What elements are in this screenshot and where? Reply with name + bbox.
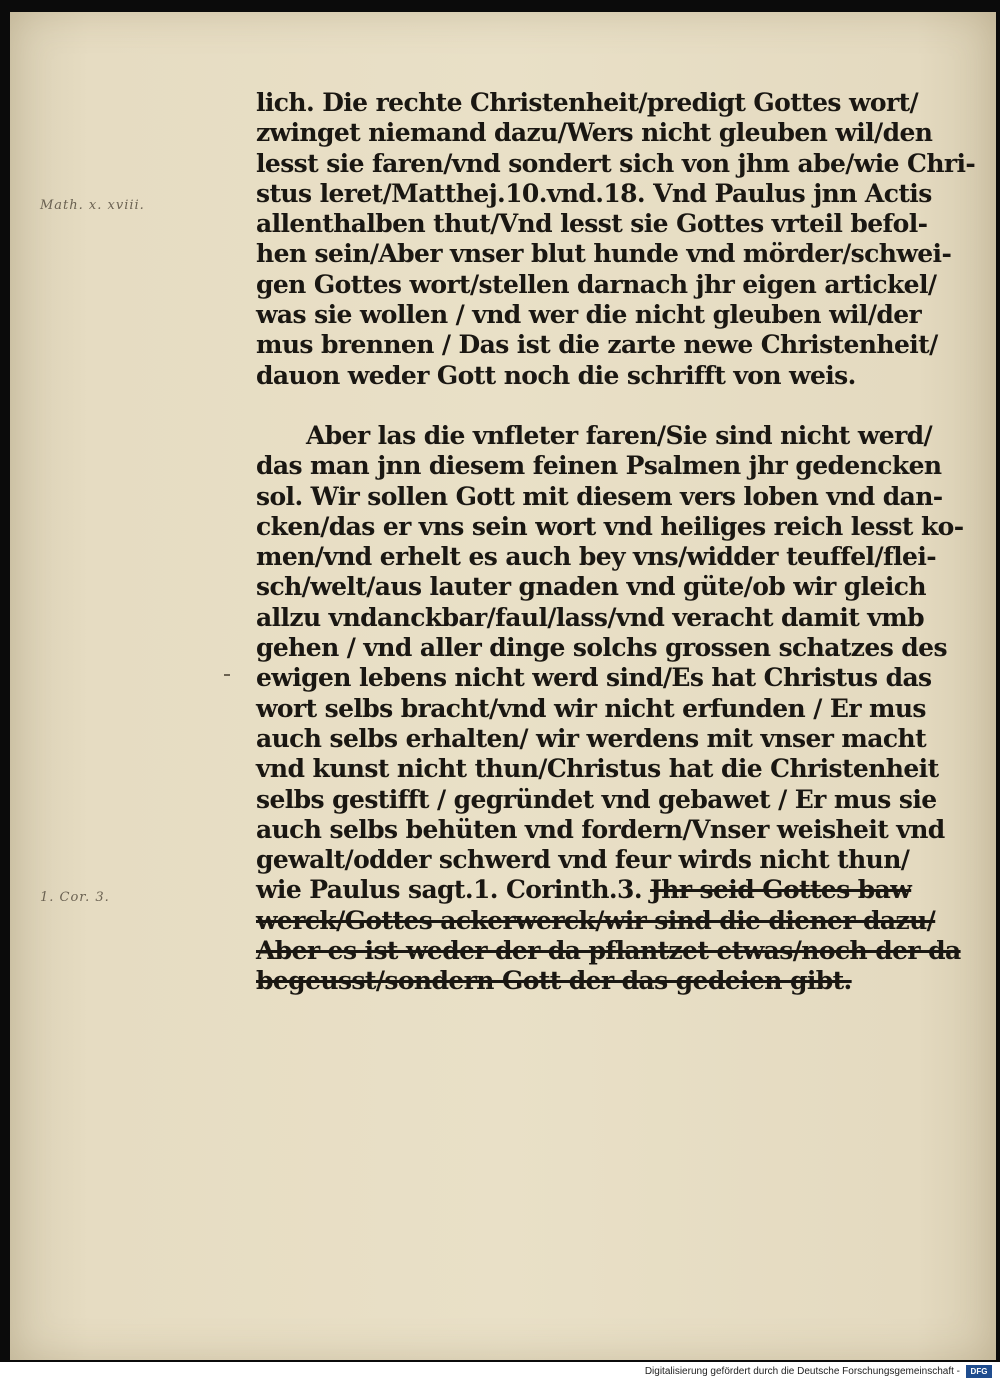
text-line: auch selbs behüten vnd fordern/Vnser weisheit vnd — [256, 814, 945, 844]
text-line: dauon weder Gott noch die schrifft von weis. — [256, 360, 856, 390]
text-line: wort selbs bracht/vnd wir nicht erfunden / Er mus — [256, 693, 926, 723]
dfg-logo-icon[interactable]: DFG — [966, 1365, 992, 1378]
text-line: cken/das er vns sein wort vnd heiliges reich lesst ko- — [256, 511, 964, 541]
margin-mark — [224, 674, 230, 676]
paragraph-1 — [256, 88, 976, 391]
text-line: hen sein/Aber vnser blut hunde vnd mörder/schwei- — [256, 239, 952, 269]
struck-text-line: werck/Gottes ackerwerck/wir sind die diener dazu/ — [256, 905, 936, 935]
text-line: allenthalben thut/Vnd lesst sie Gottes vrteil befol- — [256, 209, 928, 239]
paragraph-2 — [256, 420, 964, 997]
text-line: lesst sie faren/vnd sondert sich von jhm abe/wie Chri- — [256, 148, 976, 178]
page-text — [256, 88, 976, 997]
struck-text-line: Aber es ist weder der da pflantzet etwas/noch der da — [256, 936, 961, 966]
text-line: gehen / vnd aller dinge solchs grossen schatzes des — [256, 633, 947, 663]
text-line: vnd kunst nicht thun/Christus hat die Christenheit — [256, 754, 939, 784]
text-line: selbs gestifft / gegründet vnd gebawet / Er mus sie — [256, 784, 937, 814]
text-line: gewalt/odder schwerd vnd feur wirds nicht thun/ — [256, 845, 910, 875]
text-line: mus brennen / Das ist die zarte newe Christenheit/ — [256, 330, 938, 360]
footer — [0, 1362, 1000, 1383]
struck-text-line: begeusst/sondern Gott der das gedeien gibt. — [256, 966, 852, 996]
text-line: zwinget niemand dazu/Wers nicht gleuben wil/den — [256, 118, 933, 148]
book-page — [10, 12, 996, 1360]
text-line: allzu vndanckbar/faul/lass/vnd veracht damit vmb — [256, 602, 924, 632]
text-line: ewigen lebens nicht werd sind/Es hat Christus das — [256, 663, 932, 693]
struck-text-segment: Jhr seid Gottes baw — [650, 875, 912, 905]
text-line: lich. Die rechte Christenheit/predigt Gottes wort/ — [256, 88, 919, 117]
text-line: men/vnd erhelt es auch bey vns/widder teuffel/flei- — [256, 542, 937, 572]
text-segment: wie Paulus sagt.1. Corinth.3. — [256, 875, 651, 905]
text-line: das man jnn diesem feinen Psalmen jhr gedencken — [256, 451, 942, 481]
text-line: was sie wollen / vnd wer die nicht gleuben wil/der — [256, 300, 922, 330]
paragraph-gap — [256, 391, 956, 421]
text-line: gen Gottes wort/stellen darnach jhr eigen artickel/ — [256, 269, 937, 299]
text-line: sol. Wir sollen Gott mit diesem vers loben vnd dan- — [256, 481, 943, 511]
text-line: auch selbs erhalten/ wir werdens mit vnser macht — [256, 723, 927, 753]
margin-note-corinthians: 1. Cor. 3. — [40, 890, 110, 905]
text-line: stus leret/Matthej.10.vnd.18. Vnd Paulus jnn Actis — [256, 178, 932, 208]
text-line: Aber las die vnfleter faren/Sie sind nicht werd/ — [306, 420, 933, 450]
text-line-mixed — [256, 875, 956, 905]
text-line: sch/welt/aus lauter gnaden vnd güte/ob wir gleich — [256, 572, 926, 602]
funding-notice: Digitalisierung gefördert durch die Deutsche Forschungsgemeinschaft - — [644, 1366, 960, 1377]
margin-note-matthew: Math. x. xviii. — [40, 198, 145, 213]
